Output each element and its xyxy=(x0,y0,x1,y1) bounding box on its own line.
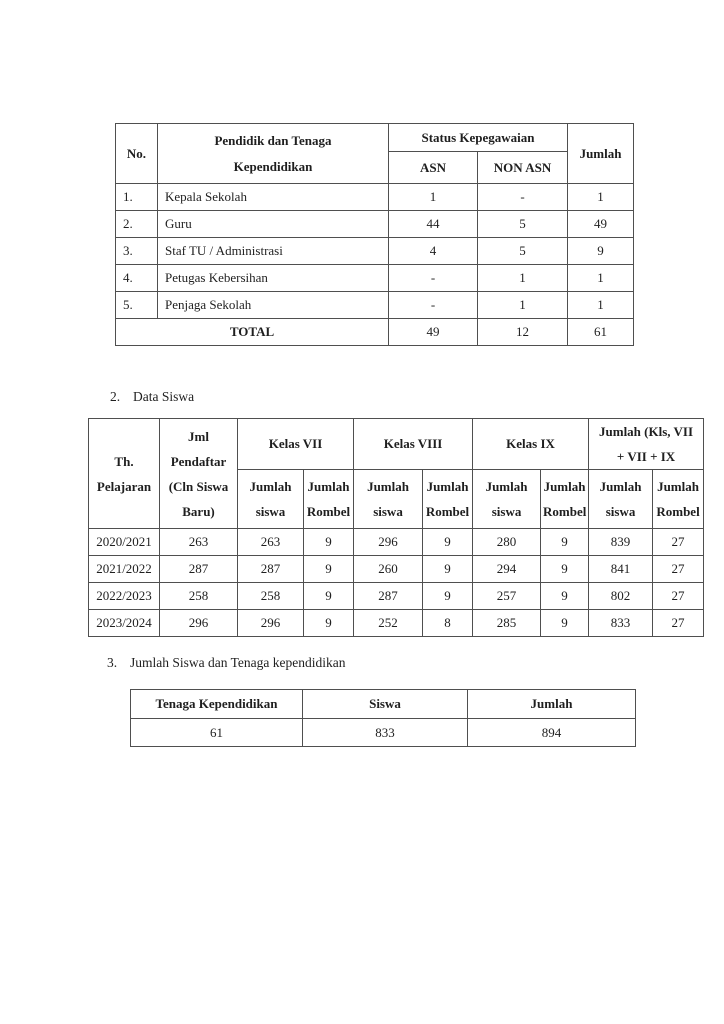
subheader-line: Jumlah xyxy=(599,479,642,494)
cell-year: 2020/2021 xyxy=(89,529,160,556)
cell-ix-siswa: 285 xyxy=(473,610,541,637)
staff-table-row xyxy=(116,265,634,292)
cell-ix-siswa: 280 xyxy=(473,529,541,556)
cell-viii-siswa: 296 xyxy=(354,529,423,556)
totals-table xyxy=(130,689,636,747)
student-table-row xyxy=(89,583,704,610)
cell-ix-rombel: 9 xyxy=(541,556,589,583)
cell-asn: 44 xyxy=(389,211,478,238)
header-jml-line2: Pendaftar xyxy=(170,453,227,469)
header-jumlah: Jumlah xyxy=(468,690,636,719)
cell-no: 2. xyxy=(116,211,158,238)
student-table-header-row-1 xyxy=(89,419,704,470)
header-jumlah-rombel-vii xyxy=(304,470,354,529)
cell-total-non-asn: 12 xyxy=(478,319,568,346)
cell-non-asn: - xyxy=(478,184,568,211)
cell-tenaga-kependidikan: 61 xyxy=(131,719,303,747)
cell-pendaftar: 287 xyxy=(160,556,238,583)
cell-ix-siswa: 294 xyxy=(473,556,541,583)
cell-jumlah: 1 xyxy=(568,184,634,211)
subheader-line: Jumlah xyxy=(307,479,350,494)
cell-non-asn: 1 xyxy=(478,292,568,319)
header-th-line1: Th. xyxy=(114,453,134,469)
header-jumlah: Jumlah xyxy=(568,124,634,184)
cell-total-rombel: 27 xyxy=(653,583,704,610)
cell-non-asn: 1 xyxy=(478,265,568,292)
totals-table-header-row xyxy=(131,690,636,719)
subheader-line: siswa xyxy=(491,504,522,519)
header-jml-line1: Jml xyxy=(188,428,209,444)
section-title: Data Siswa xyxy=(133,389,195,404)
cell-viii-siswa: 260 xyxy=(354,556,423,583)
cell-year: 2022/2023 xyxy=(89,583,160,610)
header-th-line2: Pelajaran xyxy=(96,478,152,494)
cell-no: 4. xyxy=(116,265,158,292)
subheader-line: Rombel xyxy=(543,504,587,519)
cell-asn: 4 xyxy=(389,238,478,265)
cell-viii-rombel: 9 xyxy=(423,556,473,583)
subheader-line: Jumlah xyxy=(657,479,699,494)
section-heading-jumlah-siswa xyxy=(107,655,346,671)
cell-ix-rombel: 9 xyxy=(541,583,589,610)
header-tenaga-kependidikan: Tenaga Kependidikan xyxy=(131,690,303,719)
cell-viii-siswa: 252 xyxy=(354,610,423,637)
header-jumlah-siswa-total xyxy=(589,470,653,529)
cell-ix-siswa: 257 xyxy=(473,583,541,610)
cell-viii-rombel: 9 xyxy=(423,529,473,556)
header-jumlah-kls-line2: + VII + IX xyxy=(616,449,676,464)
student-table-row xyxy=(89,610,704,637)
subheader-line: Jumlah xyxy=(367,479,409,494)
header-jumlah-siswa-ix xyxy=(473,470,541,529)
staff-table-row xyxy=(116,184,634,211)
staff-table-row xyxy=(116,211,634,238)
cell-year: 2021/2022 xyxy=(89,556,160,583)
student-data-table xyxy=(88,418,704,637)
cell-total-siswa: 802 xyxy=(589,583,653,610)
subheader-line: siswa xyxy=(605,504,636,519)
subheader-line: Jumlah xyxy=(249,479,292,494)
staff-table-header-row-1 xyxy=(116,124,634,152)
cell-pendaftar: 258 xyxy=(160,583,238,610)
header-status-kepegawaian: Status Kepegawaian xyxy=(389,124,568,152)
staff-table-row xyxy=(116,292,634,319)
cell-viii-siswa: 287 xyxy=(354,583,423,610)
header-jumlah-rombel-total xyxy=(653,470,704,529)
subheader-line: Jumlah xyxy=(543,479,586,494)
cell-jumlah: 49 xyxy=(568,211,634,238)
cell-viii-rombel: 8 xyxy=(423,610,473,637)
cell-no: 5. xyxy=(116,292,158,319)
header-jumlah-siswa-vii xyxy=(238,470,304,529)
cell-total-siswa: 841 xyxy=(589,556,653,583)
header-siswa: Siswa xyxy=(303,690,468,719)
header-jml-pendaftar xyxy=(160,419,238,529)
cell-pendaftar: 296 xyxy=(160,610,238,637)
header-jumlah-kls xyxy=(589,419,704,470)
cell-vii-rombel: 9 xyxy=(304,556,354,583)
cell-asn: - xyxy=(389,265,478,292)
cell-total-siswa: 839 xyxy=(589,529,653,556)
cell-vii-rombel: 9 xyxy=(304,610,354,637)
section-number: 3. xyxy=(107,655,118,670)
header-jumlah-siswa-viii xyxy=(354,470,423,529)
header-th-pelajaran xyxy=(89,419,160,529)
header-staff-type-line2: Kependidikan xyxy=(233,158,313,174)
cell-total-asn: 49 xyxy=(389,319,478,346)
cell-jumlah: 894 xyxy=(468,719,636,747)
subheader-line: Rombel xyxy=(656,504,700,519)
section-title: Jumlah Siswa dan Tenaga kependidikan xyxy=(130,655,346,670)
header-jumlah-rombel-viii xyxy=(423,470,473,529)
cell-jumlah: 9 xyxy=(568,238,634,265)
cell-asn: 1 xyxy=(389,184,478,211)
cell-no: 3. xyxy=(116,238,158,265)
cell-jumlah: 1 xyxy=(568,292,634,319)
cell-jumlah: 1 xyxy=(568,265,634,292)
cell-siswa: 833 xyxy=(303,719,468,747)
header-jumlah-rombel-ix xyxy=(541,470,589,529)
cell-name: Guru xyxy=(158,211,389,238)
header-staff-type-line1: Pendidik dan Tenaga xyxy=(214,132,332,148)
cell-total-rombel: 27 xyxy=(653,610,704,637)
cell-name: Petugas Kebersihan xyxy=(158,265,389,292)
cell-no: 1. xyxy=(116,184,158,211)
cell-ix-rombel: 9 xyxy=(541,610,589,637)
header-asn: ASN xyxy=(389,152,478,184)
cell-asn: - xyxy=(389,292,478,319)
header-kelas-ix: Kelas IX xyxy=(473,419,589,470)
header-jml-line3: (Cln Siswa xyxy=(168,478,229,494)
header-staff-type xyxy=(158,124,389,184)
header-kelas-vii: Kelas VII xyxy=(238,419,354,470)
header-jumlah-kls-line1: Jumlah (Kls, VII xyxy=(599,424,694,439)
staff-status-table xyxy=(115,123,634,346)
cell-vii-siswa: 263 xyxy=(238,529,304,556)
subheader-line: siswa xyxy=(255,504,286,519)
cell-vii-rombel: 9 xyxy=(304,529,354,556)
section-number: 2. xyxy=(110,389,121,404)
cell-name: Staf TU / Administrasi xyxy=(158,238,389,265)
cell-ix-rombel: 9 xyxy=(541,529,589,556)
cell-pendaftar: 263 xyxy=(160,529,238,556)
totals-table-value-row xyxy=(131,719,636,747)
subheader-line: Jumlah xyxy=(485,479,528,494)
cell-name: Penjaga Sekolah xyxy=(158,292,389,319)
subheader-line: Rombel xyxy=(306,504,351,519)
subheader-line: Jumlah xyxy=(426,479,469,494)
cell-total-rombel: 27 xyxy=(653,529,704,556)
student-table-row xyxy=(89,529,704,556)
cell-total-label: TOTAL xyxy=(116,319,389,346)
cell-total-siswa: 833 xyxy=(589,610,653,637)
header-kelas-viii: Kelas VIII xyxy=(354,419,473,470)
header-no: No. xyxy=(116,124,158,184)
cell-non-asn: 5 xyxy=(478,238,568,265)
cell-year: 2023/2024 xyxy=(89,610,160,637)
staff-table-total-row xyxy=(116,319,634,346)
cell-total-jumlah: 61 xyxy=(568,319,634,346)
cell-viii-rombel: 9 xyxy=(423,583,473,610)
cell-name: Kepala Sekolah xyxy=(158,184,389,211)
cell-vii-rombel: 9 xyxy=(304,583,354,610)
cell-vii-siswa: 258 xyxy=(238,583,304,610)
cell-vii-siswa: 296 xyxy=(238,610,304,637)
staff-table-row xyxy=(116,238,634,265)
cell-vii-siswa: 287 xyxy=(238,556,304,583)
student-table-row xyxy=(89,556,704,583)
cell-total-rombel: 27 xyxy=(653,556,704,583)
header-non-asn: NON ASN xyxy=(478,152,568,184)
header-jml-line4: Baru) xyxy=(182,503,215,519)
cell-non-asn: 5 xyxy=(478,211,568,238)
subheader-line: siswa xyxy=(373,504,403,519)
subheader-line: Rombel xyxy=(425,504,470,519)
section-heading-data-siswa xyxy=(110,389,194,405)
